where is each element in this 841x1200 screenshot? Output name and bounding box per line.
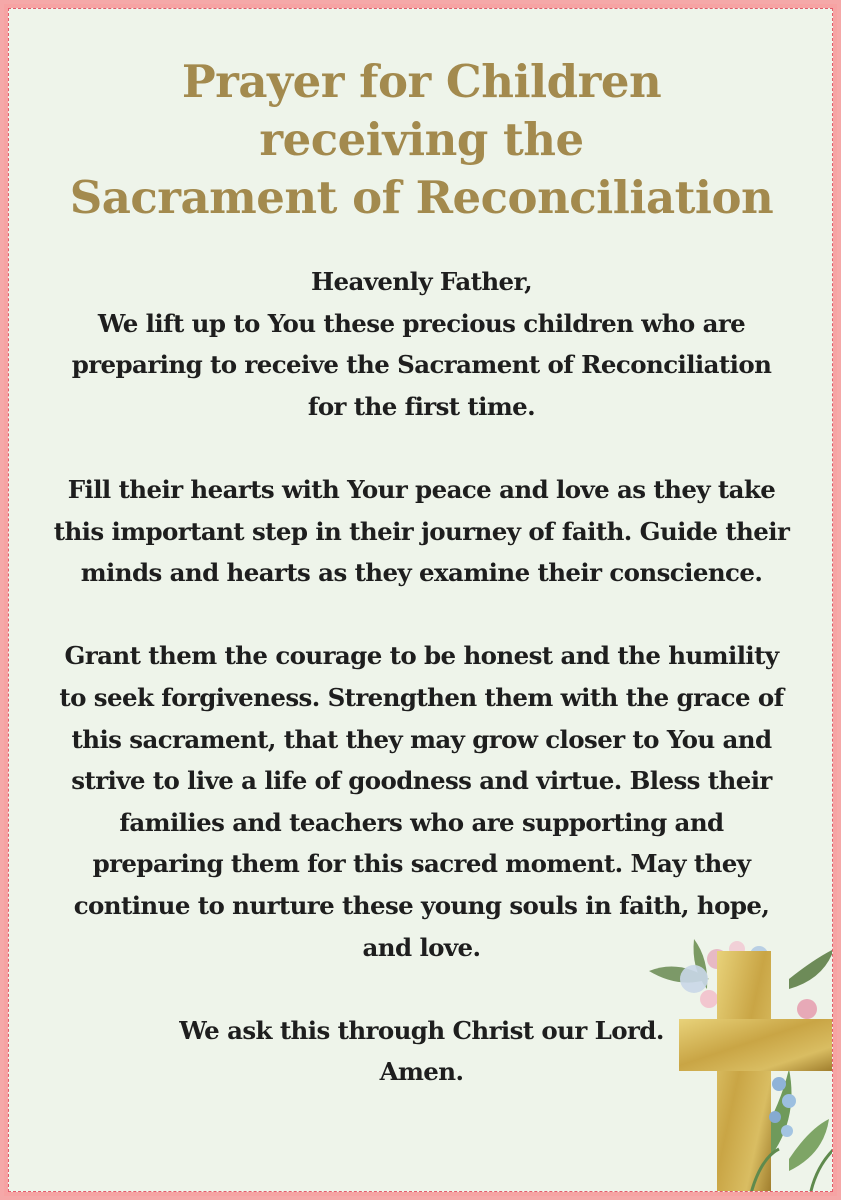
prayer-line: Fill their hearts with Your peace and love as they take [67,474,776,504]
prayer-closing: We ask this through Christ our Lord. [179,1015,664,1045]
prayer-line: and love. [362,932,481,962]
prayer-line: preparing them for this sacred moment. May they [92,849,751,879]
prayer-line: this important step in their journey of faith. Guide their [53,516,790,546]
prayer-line: We lift up to You these precious children who are [97,308,746,338]
prayer-line: continue to nurture these young souls in faith, hope, [73,890,770,920]
prayer-line: Heavenly Father, [310,267,533,296]
prayer-line: to seek forgiveness. Strengthen them with the grace of [59,682,784,712]
prayer-line: for the first time. [307,391,536,421]
prayer-line: Grant them the courage to be honest and the humility [64,641,779,671]
page-title [9,53,833,227]
prayer-card [8,8,833,1192]
prayer-line: families and teachers who are supporting and [119,807,724,837]
prayer-line: strive to live a life of goodness and virtue. Bless their [71,766,772,796]
prayer-line: preparing to receive the Sacrament of Reconciliation [71,350,772,380]
title-line-1: Prayer for Children [181,55,662,108]
page-border [4,4,837,1196]
prayer-line: minds and hearts as they examine their conscience. [80,558,763,588]
paragraph-gap [9,427,833,469]
floral-cross-icon [639,909,833,1192]
prayer-line: this sacrament, that they may grow closer to You and [71,724,772,754]
title-line-3: Sacrament of Reconciliation [69,171,774,224]
title-line-2: receiving the [259,113,584,166]
prayer-amen: Amen. [379,1057,464,1087]
paragraph-gap [9,594,833,636]
